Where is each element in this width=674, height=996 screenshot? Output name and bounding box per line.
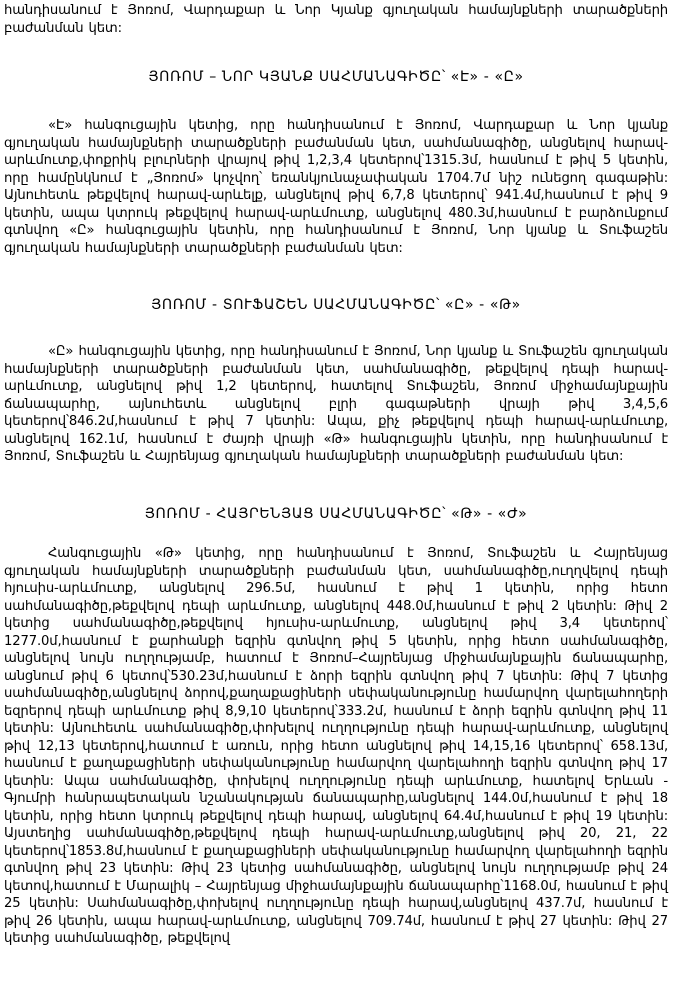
section-paragraph-yorom-tufashen: «Ը» հանգուցային կետից, որը հանդիսանում է Յոռոմ, Նոր կյանք և Տուֆաշեն գյուղական համայնքների տարածքների բաժանման կետ, սահմանագիծը, թեքվելով դեպի հարավ-արևմուտք, անցնելով թիվ 1,2 կետերով, հատելով Տուֆաշեն, Յոռոմ միջհամայնքային ճանապարհը, այնուհետև անցնելով բլրի գագաթների վրայի թիվ 3,4,5,6 կետերով՝846.2մ,հասնում է թիվ 7 կետին: Ապա, քիչ թեքվելով դեպի հարավ-արևմուտք, անցնելով 162.1մ, հասնում է ժայռի վրայի «Թ» հանգուցային կետին, որը հանդիսանում է Յոռոմ, Տուֆաշեն և Հայրենյաց գյուղական համայնքների տարածքների բաժանման կետ: [4, 344, 668, 464]
section-heading-yorom-hayrenyats: ՅՈՌՈՄ - ՀԱՅՐԵՆՅԱՑ ՍԱՀՄԱՆԱԳԻԾԸ՝ «Թ» - «Ժ» [144, 506, 528, 522]
section-heading-yorom-tufashen: ՅՈՌՈՄ - ՏՈՒՖԱՇԵՆ ՍԱՀՄԱՆԱԳԻԾԸ՝ «Ը» - «Թ» [151, 297, 521, 313]
section-paragraph-yorom-nor-kyanq: «Է» հանգուցային կետից, որը հանդիսանում է Յոռոմ, Վարդաքար և Նոր կյանք գյուղական համայնքների տարածքների բաժանման կետ, սահմանագիծը, անցնելով հարավ-արևմուտք,փոքրիկ բլուրների վրայով թիվ 1,2,3,4 կետերով՝1315.3մ, հասնում է թիվ 5 կետին, որը համընկնում է „Յոռոմ» կոչվող՝ եռանկյունաչափական 1704.7մ նիշ ունեցող գագաթին: Այնուհետև թեքվելով հարավ-արևելք, անցնելով թիվ 6,7,8 կետերով՝ 941.4մ,հասնում է թիվ 9 կետին, ապա կտրուկ թեքվելով հարավ-արևմուտք, անցնելով 480.3մ,հասնում է բարձունքում գտնվող «Ը» հանգուցային կետին, որը հանդիսանում է Յոռոմ, Նոր կյանք և Տուֆաշեն գյուղական համայնքների տարածքների բաժանման կետ: [4, 118, 668, 256]
section-paragraph-yorom-hayrenyats: Հանգուցային «Թ» կետից, որը հանդիսանում է Յոռոմ, Տուֆաշեն և Հայրենյաց գյուղական համայնքների տարածքների բաժանման կետ, սահմանագիծը,ուղղվելով դեպի հյուսիս-արևմուտք, անցնելով 296.5մ, հասնում է թիվ 1 կետին, որից հետո սահմանագիծը,թեքվելով դեպի արևմուտք, անցնելով 448.0մ,հասնում է թիվ 2 կետին: Թիվ 2 կետից սահմանագիծը,թեքվելով հյուսիս-արևմուտք, անցնելով թիվ 3,4 կետերով՝ 1277.0մ,հասնում է քարհանքի եզրին գտնվող թիվ 5 կետին, որից հետո սահմանագիծը, անցնելով նույն ուղղությամբ, հատում է Յոռոմ–Հայրենյաց միջհամայնքային ճանապարհը, անցնում թիվ 6 կետով՝530.23մ,հասնում է ձորի եզրին գտնվող թիվ 7 կետին: Թիվ 7 կետից սահմանագիծը,անցնելով ձորով,քաղաքացիների սեփականությունը համարվող վարելահողերի եզրերով դեպի արևմուտք թիվ 8,9,10 կետերով՝333.2մ, հասնում է ձորի եզրին գտնվող թիվ 11 կետին: Այնուհետև սահմանագիծը,փոխելով ուղղությունը դեպի հարավ-արևմուտք, անցնելով թիվ 12,13 կետերով,հատում է առուն, որից հետո անցնելով թիվ 14,15,16 կետերով՝ 658.13մ, հասնում է քաղաքացիների սեփականությունը համարվող վարելահողի եզրին գտնվող թիվ 17 կետին: Ապա սահմանագիծը, փոխելով ուղղությունը դեպի արևմուտք, հատելով Երևան - Գյումրի հանրապետական նշանակության ճանապարհը,անցնելով 144.0մ,հասնում է թիվ 18 կետին, որից հետո կտրուկ թեքվելով դեպի հարավ, անցնելով 64.4մ,հասնում է թիվ 19 կետին: Այստեղից սահմանագիծը,թեքվելով դեպի հարավ-արևմուտք,անցնելով թիվ 20, 21, 22 կետերով՝1853.8մ,հասնում է քաղաքացիների սեփականությունը համարվող վարելահողի եզրին գտնվող թիվ 23 կետին: Թիվ 23 կետից սահմանագիծը, անցնելով նույն ուղղությամբ թիվ 24 կետով,հատում է Մարալիկ – Հայրենյաց միջհամայնքային ճանապարհը՝1168.0մ, հասնում է թիվ 25 կետին: Սահմանագիծը,փոխելով ուղղությունը դեպի հարավ,անցնելով 437.7մ, հասնում է թիվ 26 կետին, ապա հարավ-արևմուտք, անցնելով 709.74մ, հասնում է թիվ 27 կետին: Թիվ 27 կետից սահմանագիծը, թեքվելով [4, 546, 668, 946]
section-heading-yorom-nor-kyanq: ՅՈՌՈՄ – ՆՈՐ ԿՅԱՆՔ ՍԱՀՄԱՆԱԳԻԾԸ՝ «Է» - «Ը» [148, 69, 524, 85]
intro-paragraph: հանդիսանում է Յոռոմ, Վարդաքար և Նոր Կյանք գյուղական համայնքների տարածքների բաժանման կետ: [4, 3, 668, 36]
